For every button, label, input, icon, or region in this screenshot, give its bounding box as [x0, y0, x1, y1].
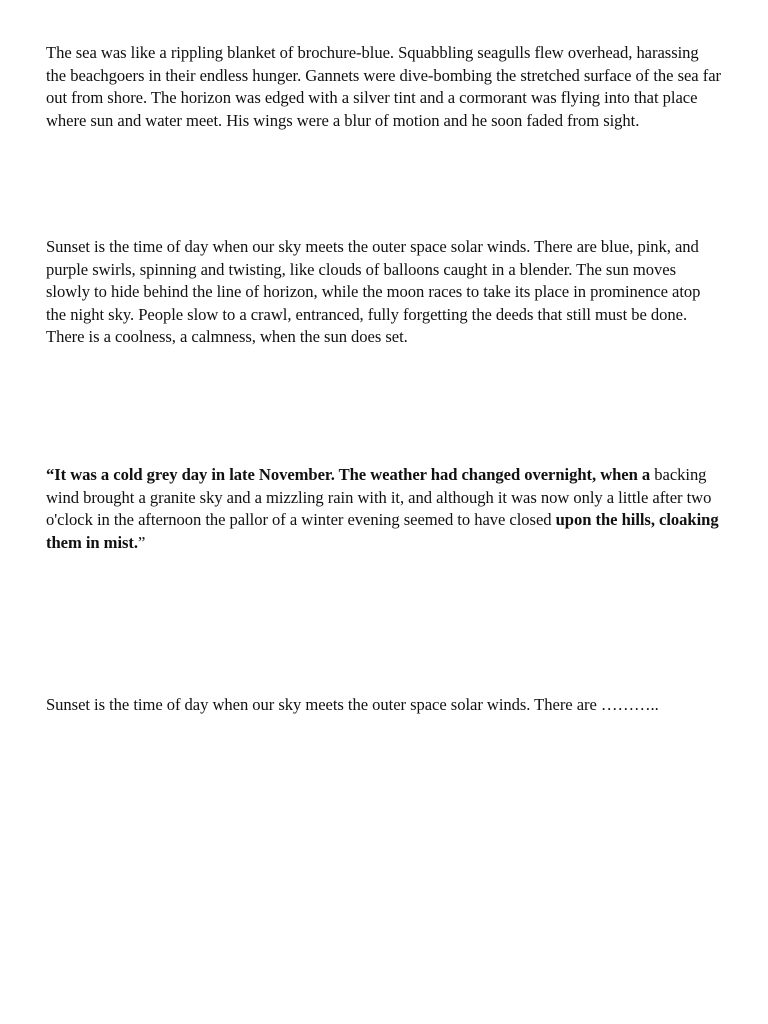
paragraph-sunset: Sunset is the time of day when our sky meets the outer space solar winds. There are blue, pink, and purple swirls, spinning and twisting, like clouds of balloons caught in a blender. The sun moves slowly to hide behind the line of horizon, while the moon races to take its place in prominence atop the night sky. People slow to a crawl, entranced, fully forgetting the deeds that still must be done. There is a coolness, a calmness, when the sun does set.	[46, 237, 701, 347]
paragraph-seascape: The sea was like a rippling blanket of brochure-blue. Squabbling seagulls flew overhead, harassing the beachgoers in their endless hunger. Gannets were dive-bombing the stretched surface of the sea far out from shore. The horizon was edged with a silver tint and a cormorant was flying into that place where sun and water meet. His wings were a blur of motion and he soon faded from sight.	[46, 43, 721, 130]
quote-bold-start: “It was a cold grey day in late November. The weather had changed overnight, when a	[46, 465, 651, 484]
quote-bold-end: upon the hills, cloaking them in mist.	[46, 510, 719, 552]
quote-closing-mark: ”	[138, 532, 146, 552]
quote-middle: backing wind brought a granite sky and a mizzling rain with it, and although it was now only a little after two o'clock in the afternoon the pallor of a winter evening seemed to have closed	[46, 465, 712, 530]
paragraph-sunset-prompt: Sunset is the time of day when our sky meets the outer space solar winds. There are ………..	[46, 695, 659, 714]
paragraph-quote	[46, 464, 722, 554]
